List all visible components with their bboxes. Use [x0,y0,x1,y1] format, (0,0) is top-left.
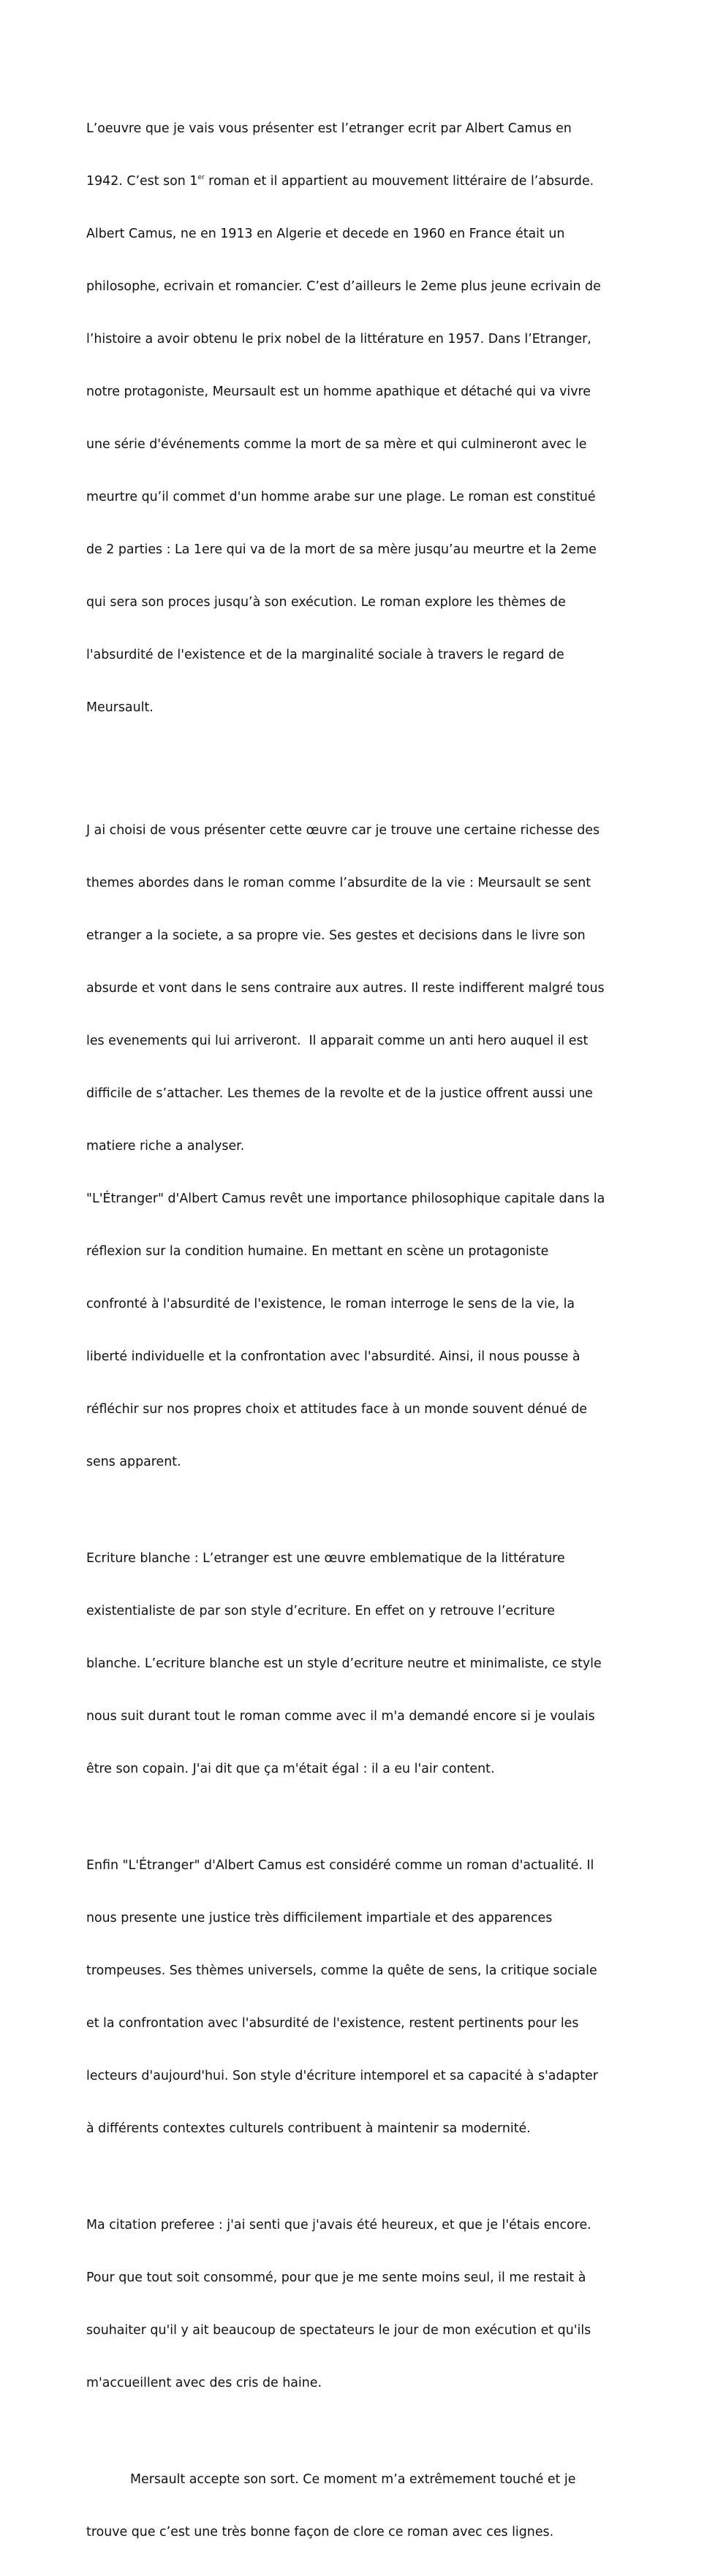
text-line: nous presente une justice très difficilement impartiale et des apparences [86,1911,553,1925]
text-line: réfléchir sur nos propres choix et attitudes face à un monde souvent dénué de [86,1402,588,1417]
text-line: l’histoire a avoir obtenu le prix nobel de la littérature en 1957. Dans l’Etranger, [86,332,591,346]
text-line: etranger a la societe, a sa propre vie. Ses gestes et decisions dans le livre son [86,928,586,943]
text-line: notre protagoniste, Meursault est un homme apathique et détaché qui va vivre [86,384,591,399]
text-line: blanche. L’ecriture blanche est un style d’ecriture neutre et minimaliste, ce style [86,1656,602,1671]
paragraph-spacer [86,2427,642,2436]
text-line: Ma citation preferee : j'ai senti que j'avais été heureux, et que je l'étais encore. [86,2218,591,2232]
paragraph-spacer [86,751,642,787]
text-line: l'absurdité de l'existence et de la marginalité sociale à travers le regard de [86,648,564,662]
document-body [86,85,642,2576]
text-line: Pour que tout soit consommé, pour que je me sente moins seul, il me restait à [86,2270,586,2285]
text-line [86,173,642,190]
text-line: Enfin "L'Étranger" d'Albert Camus est considéré comme un roman d'actualité. Il [86,1858,594,1873]
text-line: Meursault. [86,700,154,715]
text-line: absurde et vont dans le sens contraire aux autres. Il reste indifferent malgré tous [86,981,605,996]
conclusion-paragraph [86,2436,642,2576]
text-line: qui sera son proces jusqu’à son exécution. Le roman explore les thèmes de [86,595,566,610]
text-line: sens apparent. [86,1455,181,1469]
text-line: nous suit durant tout le roman comme avec il m'a demandé encore si je voulais [86,1709,595,1724]
text-line: une série d'événements comme la mort de sa mère et qui culmineront avec le [86,437,587,452]
text-line: être son copain. J'ai dit que ça m'était égal : il a eu l'air content. [86,1762,495,1776]
text-line: trouve que c’est une très bonne façon de clore ce roman avec ces lignes. [86,2525,554,2539]
text-line: trompeuses. Ses thèmes universels, comme la quête de sens, la critique sociale [86,1963,597,1978]
text-line: philosophe, ecrivain et romancier. C’est d’ailleurs le 2eme plus jeune ecrivain de [86,279,601,294]
text-line: meurtre qu’il commet d'un homme arabe sur une plage. Le roman est constitué [86,490,596,504]
text-segment: roman et il appartient au mouvement littéraire de l’absurde. [204,174,594,189]
intro-paragraph [86,85,642,751]
text-line: "L'Étranger" d'Albert Camus revêt une importance philosophique capitale dans la [86,1192,605,1206]
text-line: Ecriture blanche : L’etranger est une œuvre emblematique de la littérature [86,1551,565,1566]
superscript: er [197,174,205,181]
text-segment: 1942. C’est son 1 [86,174,198,189]
text-line: à différents contextes culturels contribuent à maintenir sa modernité. [86,2121,531,2136]
text-line: Mersault accepte son sort. Ce moment m’a extrêmement touché et je [130,2472,576,2487]
text-line: et la confrontation avec l'absurdité de l'existence, restent pertinents pour les [86,2016,579,2031]
paragraph-spacer [86,1813,642,1822]
text-line: m'accueillent avec des cris de haine. [86,2376,322,2390]
choice-paragraph [86,787,642,1506]
text-line: lecteurs d'aujourd'hui. Son style d'écriture intemporel et sa capacité à s'adapter [86,2069,598,2083]
text-line: matiere riche a analyser. [86,1139,245,1153]
writing-style-paragraph [86,1515,642,1813]
text-line: liberté individuelle et la confrontation avec l'absurdité. Ainsi, il nous pousse à [86,1349,581,1364]
text-line: confronté à l'absurdité de l'existence, le roman interroge le sens de la vie, la [86,1297,575,1311]
paragraph-spacer [86,1506,642,1515]
text-line: les evenements qui lui arriveront. Il apparait comme un anti hero auquel il est [86,1034,589,1048]
text-line: de 2 parties : La 1ere qui va de la mort de sa mère jusqu’au meurtre et la 2eme [86,542,597,557]
text-line: existentialiste de par son style d’ecriture. En effet on y retrouve l’ecriture [86,1604,555,1618]
text-line: J ai choisi de vous présenter cette œuvre car je trouve une certaine richesse des [86,823,600,838]
paragraph-spacer [86,2172,642,2181]
text-line: themes abordes dans le roman comme l’absurdite de la vie : Meursault se sent [86,876,591,890]
text-line: L’oeuvre que je vais vous présenter est l’etranger ecrit par Albert Camus en [86,121,572,136]
relevance-paragraph [86,1822,642,2172]
text-line: Albert Camus, ne en 1913 en Algerie et decede en 1960 en France était un [86,227,565,241]
text-line: difficile de s’attacher. Les themes de la revolte et de la justice offrent aussi une [86,1086,593,1101]
text-line: réflexion sur la condition humaine. En mettant en scène un protagoniste [86,1244,549,1259]
text-line: souhaiter qu'il y ait beaucoup de spectateurs le jour de mon exécution et qu'ils [86,2323,591,2338]
quote-paragraph [86,2181,642,2427]
